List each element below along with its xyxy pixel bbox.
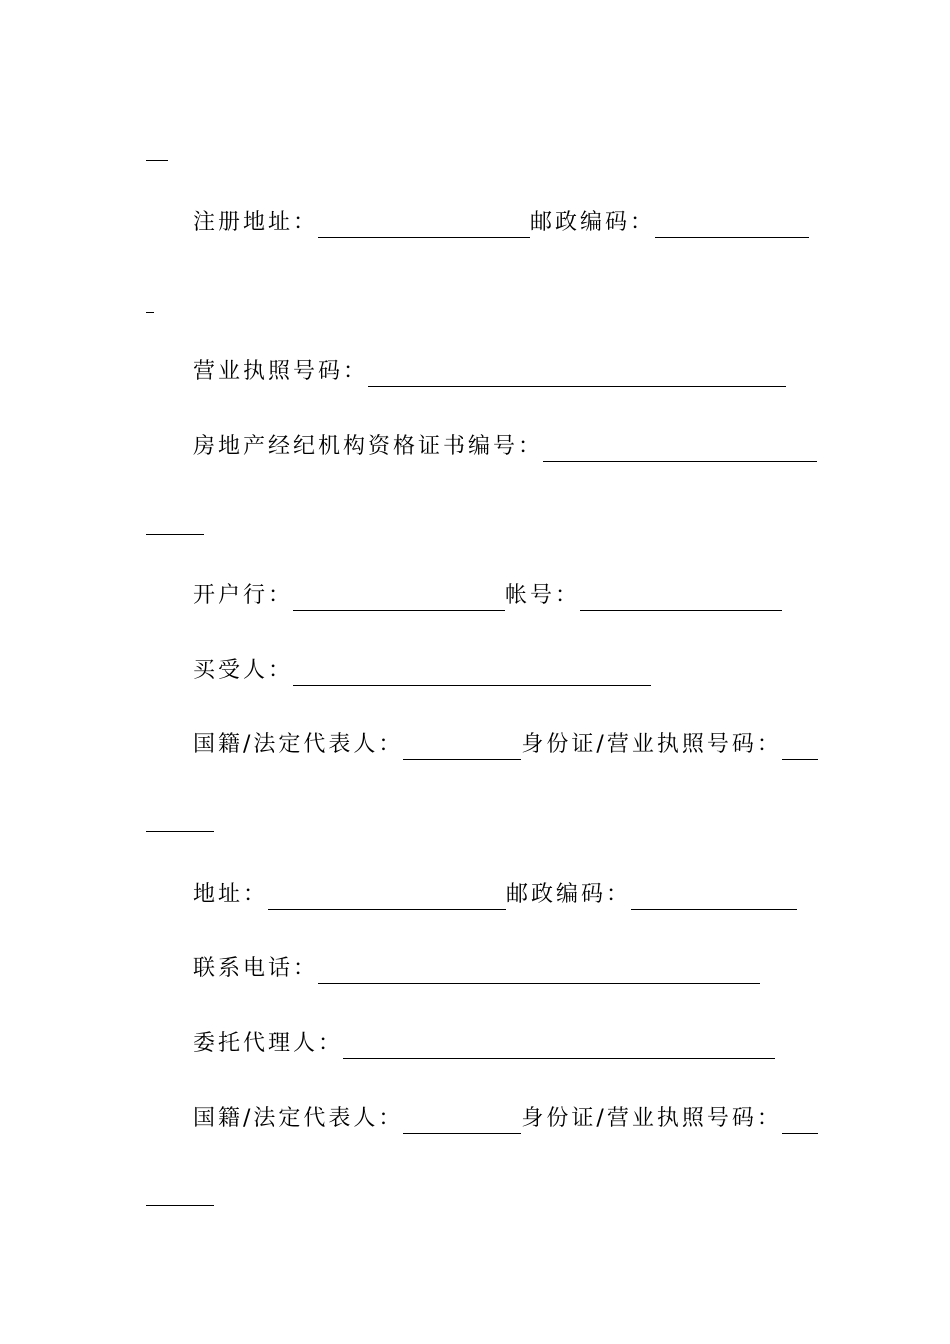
continuation-blank-top [146, 159, 168, 161]
buyer-field[interactable] [293, 684, 651, 686]
license-no-line [193, 357, 786, 387]
agent-nationality-line [193, 1104, 818, 1134]
id-label: 身份证/营业执照号码： [521, 732, 782, 757]
agent-line [193, 1029, 775, 1059]
address-field[interactable] [268, 908, 506, 910]
buyer-label: 买受人： [193, 658, 294, 683]
buyer-nationality-line [193, 730, 818, 760]
reg-address-field[interactable] [318, 236, 530, 238]
buyer-line [193, 656, 651, 686]
agency-cert-label: 房地产经纪机构资格证书编号： [193, 434, 544, 459]
bank-label: 开户行： [193, 583, 294, 608]
agent-id-field[interactable] [782, 1132, 818, 1134]
bank-line [193, 581, 782, 611]
agent-nationality-field[interactable] [403, 1132, 521, 1134]
address-label: 地址： [193, 882, 269, 907]
agent-id-label: 身份证/营业执照号码： [521, 1106, 782, 1131]
reg-address-line [193, 208, 809, 238]
reg-address-label: 注册地址： [193, 210, 319, 235]
phone-field[interactable] [318, 982, 760, 984]
phone-label: 联系电话： [193, 956, 319, 981]
phone-line [193, 954, 760, 984]
continuation-blank-1 [146, 311, 154, 313]
buyer-address-line [193, 880, 797, 910]
nationality-label: 国籍/法定代表人： [193, 732, 404, 757]
postal-code-label: 邮政编码： [530, 210, 656, 235]
account-field[interactable] [580, 609, 782, 611]
buyer-postal-label: 邮政编码： [506, 882, 632, 907]
account-label: 帐号： [505, 583, 581, 608]
agent-field[interactable] [343, 1057, 775, 1059]
nationality-field[interactable] [403, 758, 521, 760]
continuation-blank-3 [146, 830, 214, 832]
agency-cert-line [193, 432, 817, 462]
agency-cert-field[interactable] [543, 460, 817, 462]
bank-field[interactable] [293, 609, 505, 611]
buyer-postal-field[interactable] [631, 908, 797, 910]
postal-code-field[interactable] [655, 236, 809, 238]
license-no-field[interactable] [368, 385, 786, 387]
continuation-blank-4 [146, 1204, 214, 1206]
license-no-label: 营业执照号码： [193, 359, 369, 384]
agent-label: 委托代理人： [193, 1031, 344, 1056]
agent-nationality-label: 国籍/法定代表人： [193, 1106, 404, 1131]
id-field[interactable] [782, 758, 818, 760]
continuation-blank-2 [146, 533, 204, 535]
